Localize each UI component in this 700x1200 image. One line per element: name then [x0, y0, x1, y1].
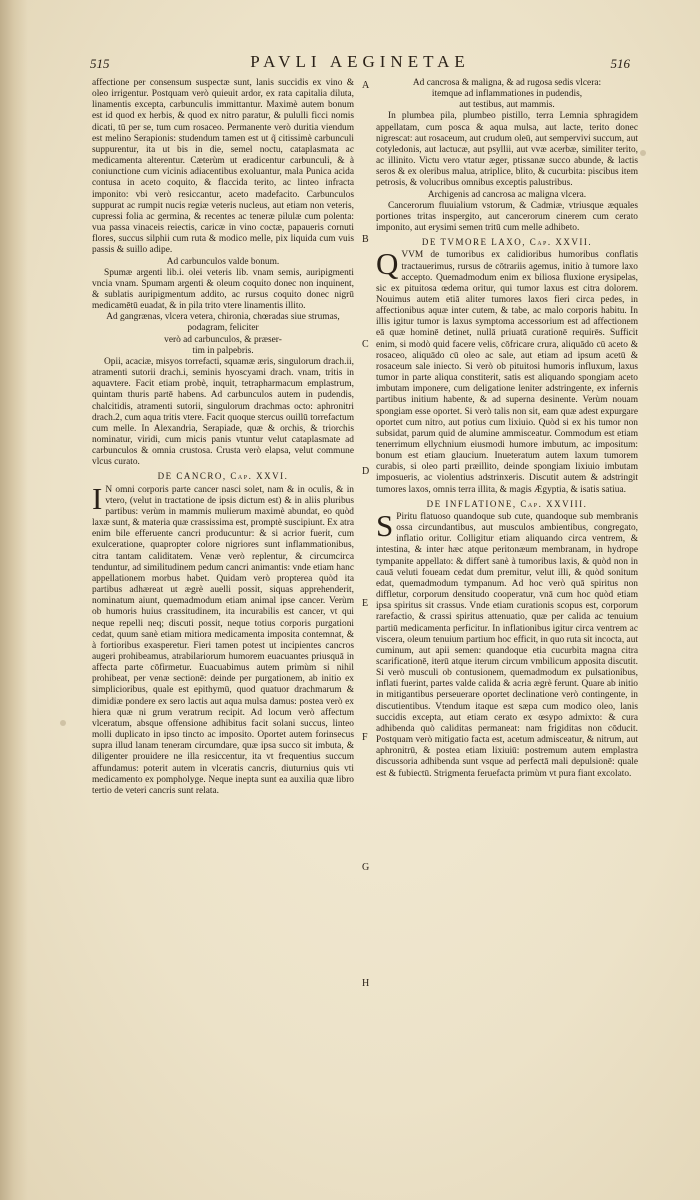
paragraph-de-tumore-laxo: [376, 246, 638, 495]
drop-cap: S: [376, 507, 394, 543]
section-heading: aut testibus, aut mammis.: [459, 100, 555, 111]
chapter-heading: DE CANCRO, Cap. XXVI.: [157, 471, 289, 482]
paragraph-text: N omni corporis parte cancer nasci solet, nam & in oculis, & in vtero, (velut in tractatione de ipsis dictum est) & in aliis pluribus partibus: verùm in mammis mulierum maximè abundat, eo quòd laxæ sunt, & materia quæ crassissima est, promptè suscipiunt. Ex atra enim bile efferuente cancri producuntur: & si acrior fuerit, cum exulceratione, quapropter colore nigriores sunt inflammationibus, citra tantam caliditatem. Venæ verò replentur, & circumcirca tenduntur, ad similitudinem pedum cancri animantis: vnde etiam hanc appellationem morbus habet. Quidam verò propterea quòd ita partibus adhæreat ut ægrè auelli possit, siquas apprehenderit, nominatum aiunt, quemadmodum etiam animal ipse cancer. Verùm ob humoris huius crassitudinem, ita incurabilis est cancer, vt qui neque repelli neq; discuti possit, neque totius corporis purgationi cedat, quum sanè etiam mitiora medicamenta imposita contemnat, & à fortioribus exasperetur. Fieri tamen potest ut incipientes cancros augeri prohibeamus, atrabilariorum humorem euacuantes priusquā in affecta parte cōfirmetur. Euacuabimus autem primùm si nihil prohibeat, per venæ sectionē: deinde per purgationem, ab initio ex simplicioribus, quale est epithymū, quod quatuor drachmarum & dimidiæ pondere ex sero lactis aut aqua mulsa damus: postea verò ex hiera quæ ni grum veratrum recipit. Ad locum verò affectum vlceratum, absque offensione adhibitus facit solani succus, linteo molli duplicato in ipso tincto ac imposito. Oportet autem forinsecus supra illud lanam teneram circumdare, quæ ipsa succo sit imbuta, & diligenter prouidere ne illa resiccentur, ita vt frequentius succum affundamus: poterit autem in vlceratis cancris, diuturnius quis vti medicamento ex pompholyge. Neque inepta sunt ea auxilia quæ libro tertio de veteri cancris sunt relata.: [92, 484, 354, 796]
section-heading: Ad cancrosa & maligna, & ad rugosa sedis vlcera:: [412, 78, 602, 88]
page-number-right: 516: [610, 56, 630, 71]
section-heading: itemque ad inflammationes in pudendis,: [431, 89, 583, 100]
page-gutter-shadow: [0, 0, 28, 1200]
section-heading: Ad carbunculos valde bonum.: [166, 256, 280, 267]
section-heading: verò ad carbunculos, & præser-: [164, 334, 282, 345]
paragraph-carbunculi-cura: affectione per consensum suspectæ sunt, lanis succidis ex vino & oleo irrigentur. Postquam verò quieuit ardor, ex rata capitalia diluta, linamentis excepta, carbunculis immittantur. Maximè autem bonum est id quod ex herbis, & quod ex nitro paratur, & pululli ficci nomis dicati, tū per se, tum cum rosaceo. Permanente verò duritia viendum est melino Serapionis: studendum tamen est ut q̃ citissimè carbunculi suppurentur, ita ut bis in die, semel noctu, cataplasmata ac medicamenta alterentur. Cæterùm ut eradicentur carbunculi, & à coniunctione cum vicinis adiacentibus exoluantur, mala Punica acida contusa in aceto coquito, & flaccida terito, ac linteo infracta imponito: vbi verò resiccantur, aceto madefacito. Carbunculos suppurat ac rumpit nucis regiæ veteris nucleus, aut etiam non veteris, cupressi folia ac germina, & recentes ac teneræ pilulæ cum polenta: vua passa vinaceis reiectis, caricæ in vino coctæ, papaueris cornuti flores, succus silphii cum ruta & modico melle, pix liquida cum vuis passis & suillo adipe.: [92, 78, 354, 256]
margin-marker-a: A: [362, 80, 370, 91]
margin-marker-d: D: [362, 466, 370, 477]
margin-marker-h: H: [362, 978, 370, 989]
section-heading: tim in palpebris.: [192, 345, 254, 356]
left-column: [92, 78, 354, 797]
right-column: [376, 78, 638, 780]
paragraph-de-cancro: [92, 480, 354, 797]
margin-marker-e: E: [362, 598, 369, 609]
margin-marker-f: F: [362, 732, 368, 743]
paper-stain: [640, 150, 646, 156]
paragraph-text: VVM de tumoribus ex calidioribus humoribus conflatis tractauerimus, rursus de cōtrariis agemus, initio à tumore laxo accepto. Quemadmodum enim ex biliosa fluxione erysipelas, sic ex pituitosa œdema oritur, qui tumor laxus est citra dolorem. Nouimus autem etiā aliter tumores laxos fieri circa pedes, in affectionibus aquæ inter cutem, & tabe, ac malo corporis habitu. In illis igitur tumor is laxus symptoma accessorium est ad affectionem eā quæ hominē detinet, nullā priuatā curationē requirēs. Sufficit enim, si modò quid facere velis, cōfricare crura, aliquādo cū aceto & rosaceo, aliquādo cū oleo ac sale, aut etiam ad ipsum acetū & rosaceum sale iniecto. Si verò ob pituitosi humoris influxum, laxus tumor in parte aliqua constiterit, satis est aliquando spongiam aceto imbutam imponere, cum deligatione leniter adstringente, ex infernis partibus initium habente, & ad superna desinente. Verùm nouam spongiam esse oportet. Si verò talis non sit, eam quæ adest expurgare oportet cum nitro, aut potius cum lixiuio. Quòd si ex his tumor non subsidat, parum quid de alumine ammisceatur. Commodum est etiam tenerrimum ellychnium eiusmodi humore imbutum, ac impositum: bonum est etiam glaucium. Inueteratum autem laxum tumorem curabis, si oleo parti præillito, deinde spongiam lixiuio imbutam imposueris, ac violentius adstrinxeris. Discutit autem & adstringit tumores laxos, omnis terra illita, & magis Ægyptia, & isatis satiua.: [376, 250, 638, 495]
margin-marker-b: B: [362, 234, 369, 245]
paragraph-recipe: In plumbea pila, plumbeo pistillo, terra Lemnia sphragidem appellatam, cum posca & aqua mulsa, aut lacte, terito donec nigrescat: aut rosaceum, aut crudum oleū, aut sempervivi succum, aut cotyledonis, aut lactucæ, aut psyllii, aut vvæ acerbæ, similiter terito, ac illinito. Victu vero vtatur æger, ptissanæ succo abunde, & lactis seros & ex oleribus malua, atriplice, blito, & cucurbita: piscibus item petrosis, & volucribus omnibus exceptis palustribus.: [376, 111, 638, 189]
drop-cap: Q: [376, 246, 399, 282]
paper-stain: [60, 720, 66, 726]
running-title: PAVLI AEGINETAE: [250, 52, 470, 71]
margin-marker-g: G: [362, 862, 370, 873]
drop-cap: I: [92, 480, 103, 516]
page-number-left: 515: [90, 56, 110, 71]
paragraph-de-inflatione: [376, 507, 638, 780]
chapter-heading: DE TVMORE LAXO, Cap. XXVII.: [421, 237, 593, 248]
paragraph-recipe: Spumæ argenti lib.i. olei veteris lib. vnam semis, auripigmenti vncia vnam. Spumam argenti & oleum coquito donec non inquinent, & sublatis auripigmentum addito, ac rursus coquito donec nigrū medicamētū euadat, & in pila trito vtere linamentis illito.: [92, 267, 354, 312]
chapter-heading: DE INFLATIONE, Cap. XXVIII.: [426, 498, 588, 509]
section-heading: Archigenis ad cancrosa ac maligna vlcera.: [427, 189, 587, 200]
paragraph-recipe: Cancerorum fluuialium vstorum, & Cadmiæ, vtriusque æquales portiones tritas inspergito, aut cancerorum cinerem cum cerato imponito, aut erysimi semen tritū cum melle adhibeto.: [376, 200, 638, 234]
paragraph-recipe: Opii, acaciæ, misyos torrefacti, squamæ æris, singulorum drach.ii, atramenti sutorii drach.i, seminis hyoscyami drach. vnam, tritis in aquavtere. Facit etiam probè, inquit, tetrapharmacum emplastrum, quintam thuris partē habens. Ad carbunculos autem in pudendis, chalcitidis, atramenti sutorii, singulorum drachmas octo: aphronitri drach.2, cum aqua tritis vtere. Facit quoque stercus ouillū torrefactum cum melle. In Alexandria, Serapiade, quæ & orchis, & triorchis nominatur, viridi, cum micis panis vtuntur velut cataplasmate ad carbunculos & omnia crustosa. Crusta verò elapsa, velut commune vlcus curato.: [92, 356, 354, 468]
page-header: [90, 52, 630, 78]
margin-marker-c: C: [362, 339, 369, 350]
paragraph-text: Piritu flatuoso quandoque sub cute, quandoque sub membranis ossa circundantibus, aut musculos ambientibus, congregato, inflatio oritur. Colligitur etiam aliquando circa ventrem, & intestina, & inter hæc atque peritonæum membranam, in hydrope tympanite appellato: & differt sanè à tumoribus laxis, & quòd non in cauā veluti foueam cedat dum premitur, velut illi, & quòd sonitum edat, quemadmodum tympanum. Ad hoc verò quā spiritus non diffletur, corporum densitudo cooperatur, vnā cum hoc quòd etiam ipsa spiritus sit crassus. Vnde etiam curationis scopus est, corporum rarefactio, & crassi spiritus attenuatio, quæ per calida ac tenuium partiū medicamenta perficitur. In inflationibus igitur circa ventrem ac viscera, oleum tenuium partium hoc efficit, in quo ruta sit incocta, aut cuminum, aut apii semen: quandoque etia cucurbita magna citra scarificationē, iterū atque iterum circum vmbilicum apposita discutit. Si verò musculi ob contusionem, quemadmodum ex pulsationibus, inflati fuerint, partes valde calida & acria ægrè ferunt. Quare ab initio in mitigantibus perseuerare oportet declinatione verò contingente, in discutientibus. Vtendum itaque est sæpa cum modico oleo, lanis succidis excepta, aut etiam cerato ex œsypo admixto: & cura adhibenda quò caliditas permaneat: nam frigiditas non cōducit. Postquam verò mitigatio facta est, acetum admisceatur, & nitrum, aut aphronitrū, & postea etiam lixiuiū: postremum autem emplastra discussoria adhibenda sunt vsque ad perfectā mali depulsionē: quale est & fubiectū. Strigmenta feruefacta primùm vt pura fiant excolato.: [376, 511, 638, 779]
section-heading: Ad gangrænas, vlcera vetera, chironia, chœradas siue strumas, podagram, feliciter: [106, 312, 340, 334]
